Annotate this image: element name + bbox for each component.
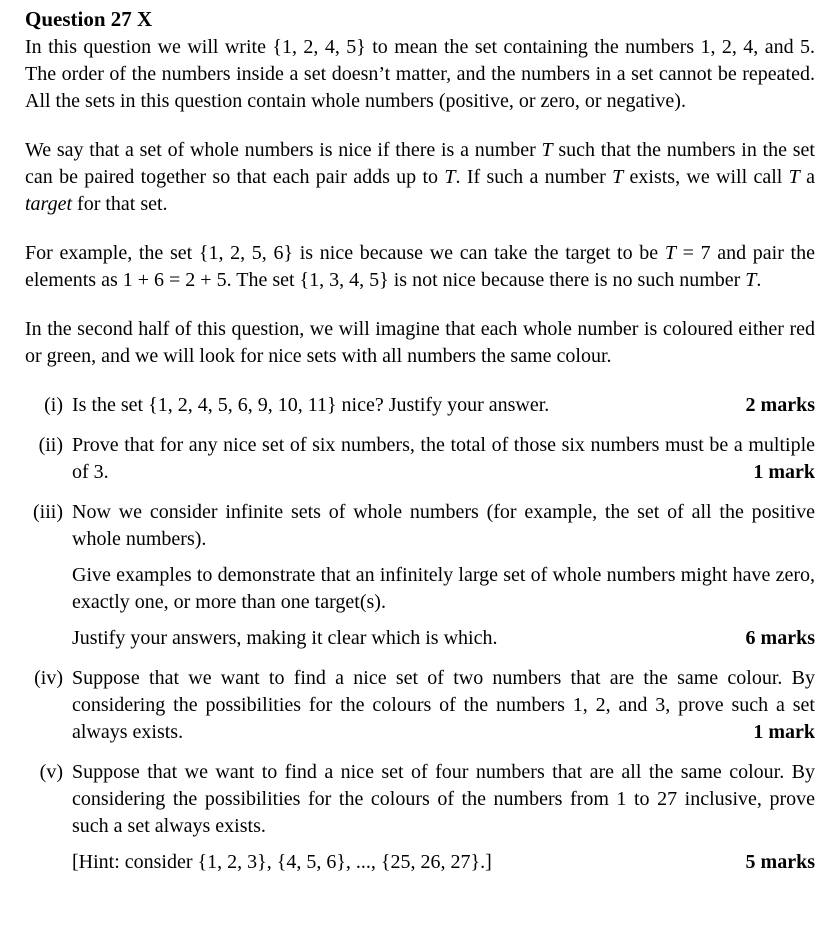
math-italic-text: T [788, 166, 800, 188]
text-run: We say that a set of whole numbers is nice if there is a number [25, 139, 542, 161]
part-body [63, 759, 815, 876]
text-run: exists, we will call [623, 166, 789, 188]
math-italic-text: T [664, 242, 676, 264]
text-run: . If such a number [455, 166, 613, 188]
question-part-v [25, 759, 815, 876]
paragraph [72, 849, 815, 876]
math-italic-text: target [25, 193, 73, 215]
parts-list [25, 392, 815, 876]
part-body [63, 499, 815, 652]
part-label: (v) [39, 761, 63, 783]
math-italic-text: T [541, 139, 553, 161]
question-title: Question 27 X [25, 7, 153, 31]
marks-badge: 5 marks [745, 851, 815, 873]
text-run: Suppose that we want to find a nice set of four numbers that are all the same colour. By considering the possibilities for the colours of the numbers from 1 to 27 inclusive, prove such a set always exists. [72, 761, 815, 837]
part-label: (ii) [38, 434, 63, 456]
marks-badge: 1 mark [753, 461, 815, 483]
text-run: Now we consider infinite sets of whole numbers (for example, the set of all the positive whole numbers). [72, 501, 815, 550]
paragraph [72, 759, 815, 840]
text-run: such that the numbers in the set can be paired together so that each pair adds up to [25, 139, 815, 188]
paragraph [25, 34, 815, 115]
text-run: Is the set {1, 2, 4, 5, 6, 9, 10, 11} nice? Justify your answer. [72, 394, 550, 416]
text-run: In this question we will write {1, 2, 4, 5} to mean the set containing the numbers 1, 2, 4, and 5. The order of the numbers inside a set doesn’t matter, and the numbers in a set cannot be repeated. All the sets in this question contain whole numbers (positive, or zero, or negative). [25, 36, 815, 112]
text-run: Give examples to demonstrate that an infinitely large set of whole numbers might have zero, exactly one, or more than one target(s). [72, 564, 815, 613]
text-run: Justify your answers, making it clear which is which. [72, 627, 498, 649]
math-italic-text: T [612, 166, 624, 188]
intro-section [25, 34, 815, 370]
paragraph [25, 137, 815, 218]
part-label: (iii) [33, 501, 63, 523]
text-run: For example, the set {1, 2, 5, 6} is nice because we can take the target to be [25, 242, 665, 264]
marks-badge: 1 mark [753, 721, 815, 743]
text-run: = 7 and pair the elements as 1 + 6 = 2 + 5. The set {1, 3, 4, 5} is not nice because there is no such number [25, 242, 815, 291]
text-run: for that set. [72, 193, 168, 215]
text-run: [Hint: consider {1, 2, 3}, {4, 5, 6}, ..., {25, 26, 27}.] [72, 851, 492, 873]
marks-badge: 6 marks [745, 627, 815, 649]
part-label: (iv) [34, 667, 63, 689]
paragraph [72, 499, 815, 553]
question-part-i [25, 392, 815, 419]
part-body [63, 665, 815, 746]
paragraph [72, 625, 815, 652]
math-italic-text: T [745, 269, 757, 291]
paragraph [72, 392, 815, 419]
marks-badge: 2 marks [745, 394, 815, 416]
question-part-ii [25, 432, 815, 486]
text-run: Prove that for any nice set of six numbers, the total of those six numbers must be a multiple of 3. [72, 434, 815, 483]
part-body [63, 392, 815, 419]
math-italic-text: T [444, 166, 456, 188]
text-run: . [756, 269, 762, 291]
part-label: (i) [44, 394, 63, 416]
paragraph [25, 316, 815, 370]
text-run: Suppose that we want to find a nice set of two numbers that are the same colour. By considering the possibilities for the colours of the numbers 1, 2, and 3, prove such a set always exists. [72, 667, 815, 743]
text-run: a [799, 166, 815, 188]
paragraph [72, 562, 815, 616]
paragraph [72, 432, 815, 486]
paragraph [72, 665, 815, 746]
paragraph [25, 240, 815, 294]
part-body [63, 432, 815, 486]
question-part-iii [25, 499, 815, 652]
text-run: In the second half of this question, we will imagine that each whole number is coloured either red or green, and we will look for nice sets with all numbers the same colour. [25, 318, 815, 367]
question-part-iv [25, 665, 815, 746]
